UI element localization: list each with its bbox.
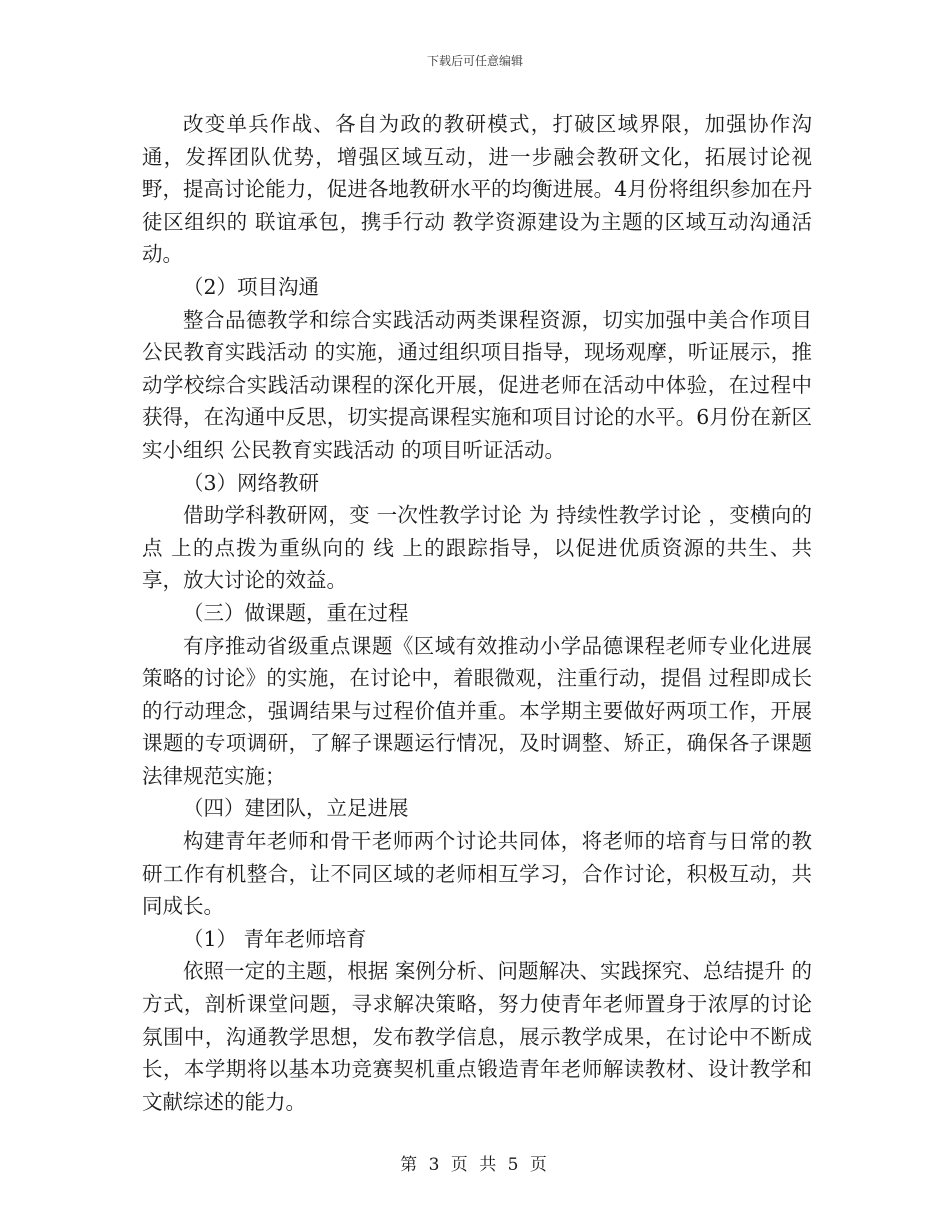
heading-team-building: （四）建团队，立足进展	[183, 796, 409, 821]
page-number: 第 3 页 共 5 页	[400, 1155, 550, 1175]
heading-research-project: （三）做课题，重在过程	[183, 600, 409, 625]
subheading-online-research: （3）网络教研	[183, 470, 320, 495]
paragraph-young-teacher-training: 依照一定的主题，根据 案例分析、问题解决、实践探究、总结提升 的方式，剖析课堂问题，寻求解决策略，努力使青年老师置身于浓厚的讨论氛围中，沟通教学思想，发布教学信息，展示教学成果，在讨论中不断成长，本学期将以基本功竞赛契机重点锻造青年老师解读教材、设计教学和文献综述的能力。	[142, 959, 812, 1114]
document-body	[142, 108, 812, 1118]
paragraph-online-research: 借助学科教研网，变 一次性教学讨论 为 持续性教学讨论 ，变横向的 点 上的点拨为重纵向的 线 上的跟踪指导，以促进优质资源的共生、共享，放大讨论的效益。	[142, 503, 812, 593]
page-header-note: 下载后可任意编辑	[426, 54, 523, 68]
paragraph-team-building: 构建青年老师和骨干老师两个讨论共同体，将老师的培育与日常的教研工作有机整合，让不同区域的老师相互学习，合作讨论，积极互动，共同成长。	[142, 829, 812, 919]
paragraph-regional-exchange: 改变单兵作战、各自为政的教研模式，打破区域界限，加强协作沟通，发挥团队优势，增强区域互动，进一步融会教研文化，拓展讨论视野，提高讨论能力，促进各地教研水平的均衡进展。4月份将组织参加在丹徒区组织的 联谊承包，携手行动 教学资源建设为主题的区域互动沟通活动。	[142, 112, 812, 267]
paragraph-project-exchange: 整合品德教学和综合实践活动两类课程资源，切实加强中美合作项目 公民教育实践活动 的实施，通过组织项目指导，现场观摩，听证展示，推动学校综合实践活动课程的深化开展，促进老师在活动中体验，在过程中获得，在沟通中反思，切实提高课程实施和项目讨论的水平。6月份在新区实小组织 公民教育实践活动 的项目听证活动。	[142, 307, 812, 462]
subheading-project-exchange: （2）项目沟通	[183, 274, 320, 299]
paragraph-research-project: 有序推动省级重点课题《区域有效推动小学品德课程老师专业化进展策略的讨论》的实施，在讨论中，着眼微观，注重行动，提倡 过程即成长 的行动理念，强调结果与过程价值并重。本学期主要做好两项工作，开展课题的专项调研，了解子课题运行情况，及时调整、矫正，确保各子课题法律规范实施；	[142, 633, 812, 788]
subheading-young-teacher-training: （1） 青年老师培育	[183, 926, 367, 951]
